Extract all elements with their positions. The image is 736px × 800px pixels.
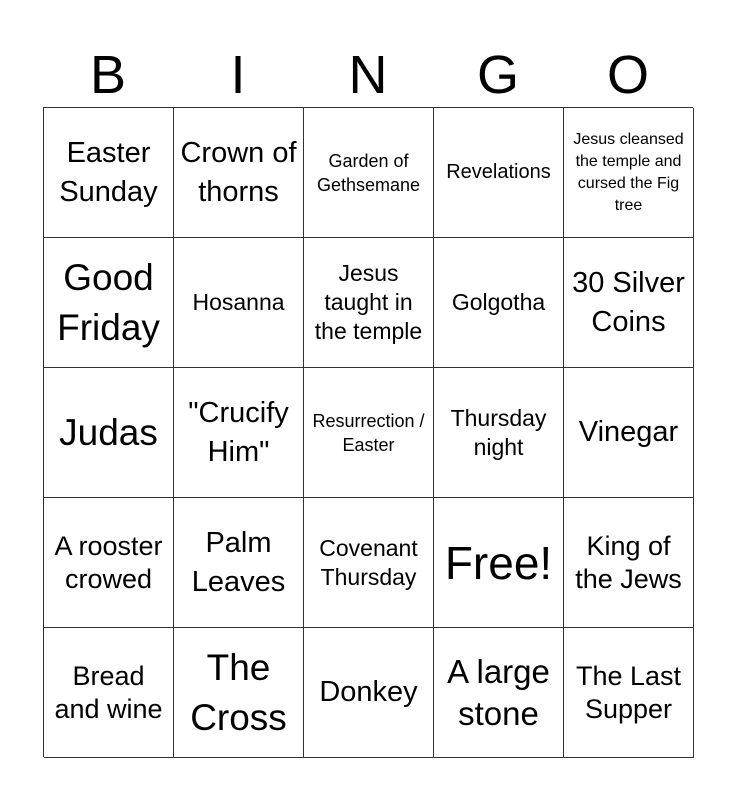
header-letter-i: I — [230, 45, 246, 105]
cell-text: Garden of Gethsemane — [316, 150, 421, 195]
cell-text: Revelations — [446, 161, 551, 183]
cell-text: 30 Silver Coins — [572, 266, 685, 338]
bingo-cell[interactable] — [434, 108, 564, 238]
bingo-cell[interactable] — [434, 628, 564, 758]
header-letter-o: O — [606, 45, 649, 105]
bingo-cell[interactable] — [434, 238, 564, 368]
bingo-cell[interactable] — [174, 108, 304, 238]
free-space-text: Free! — [444, 536, 553, 589]
bingo-cell[interactable] — [304, 238, 434, 368]
cell-text: Thursday night — [450, 404, 547, 460]
bingo-cell[interactable] — [434, 368, 564, 498]
cell-text: A rooster crowed — [54, 530, 163, 594]
cell-text: Bread and wine — [54, 660, 163, 724]
cell-text: Golgotha — [451, 289, 546, 315]
cell-text: Jesus taught in the temple — [314, 260, 423, 344]
header-letter-b: B — [89, 45, 127, 105]
header-letter-n: N — [348, 45, 388, 105]
bingo-cell[interactable] — [304, 368, 434, 498]
free-space-cell[interactable] — [434, 498, 564, 628]
cell-text: The Last Supper — [575, 660, 682, 724]
cell-text: Hosanna — [192, 289, 285, 315]
bingo-cell[interactable] — [174, 238, 304, 368]
cell-text: "Crucify Him" — [188, 396, 289, 468]
cell-text: Palm Leaves — [191, 526, 286, 598]
bingo-cell[interactable] — [564, 628, 694, 758]
bingo-cell[interactable] — [304, 108, 434, 238]
bingo-cell[interactable] — [44, 368, 174, 498]
cell-text: Good Friday — [57, 256, 160, 348]
bingo-cell[interactable] — [564, 238, 694, 368]
cell-text: A large stone — [447, 652, 550, 732]
bingo-cell[interactable] — [44, 498, 174, 628]
cell-text: Covenant Thursday — [319, 534, 418, 590]
bingo-cell[interactable] — [44, 628, 174, 758]
cell-text: The Cross — [190, 646, 287, 738]
cell-text: Crown of thorns — [180, 136, 297, 208]
cell-text: Resurrection / Easter — [312, 410, 425, 455]
cell-text: Judas — [59, 411, 158, 453]
bingo-cell[interactable] — [564, 498, 694, 628]
bingo-cell[interactable] — [44, 108, 174, 238]
bingo-cell[interactable] — [564, 368, 694, 498]
bingo-card-grid — [43, 107, 693, 757]
bingo-cell[interactable] — [174, 498, 304, 628]
cell-text: Easter Sunday — [59, 136, 158, 208]
bingo-cell[interactable] — [304, 498, 434, 628]
bingo-header — [43, 42, 693, 108]
bingo-cell[interactable] — [44, 238, 174, 368]
bingo-cell[interactable] — [174, 368, 304, 498]
cell-text: Vinegar — [578, 416, 679, 448]
cell-text: Donkey — [319, 676, 418, 708]
cell-text: Jesus cleansed the temple and cursed the Fig tree — [573, 130, 684, 214]
bingo-cell[interactable] — [174, 628, 304, 758]
cell-text: King of the Jews — [575, 530, 682, 594]
bingo-cell[interactable] — [564, 108, 694, 238]
header-letter-g: G — [476, 45, 519, 105]
bingo-cell[interactable] — [304, 628, 434, 758]
